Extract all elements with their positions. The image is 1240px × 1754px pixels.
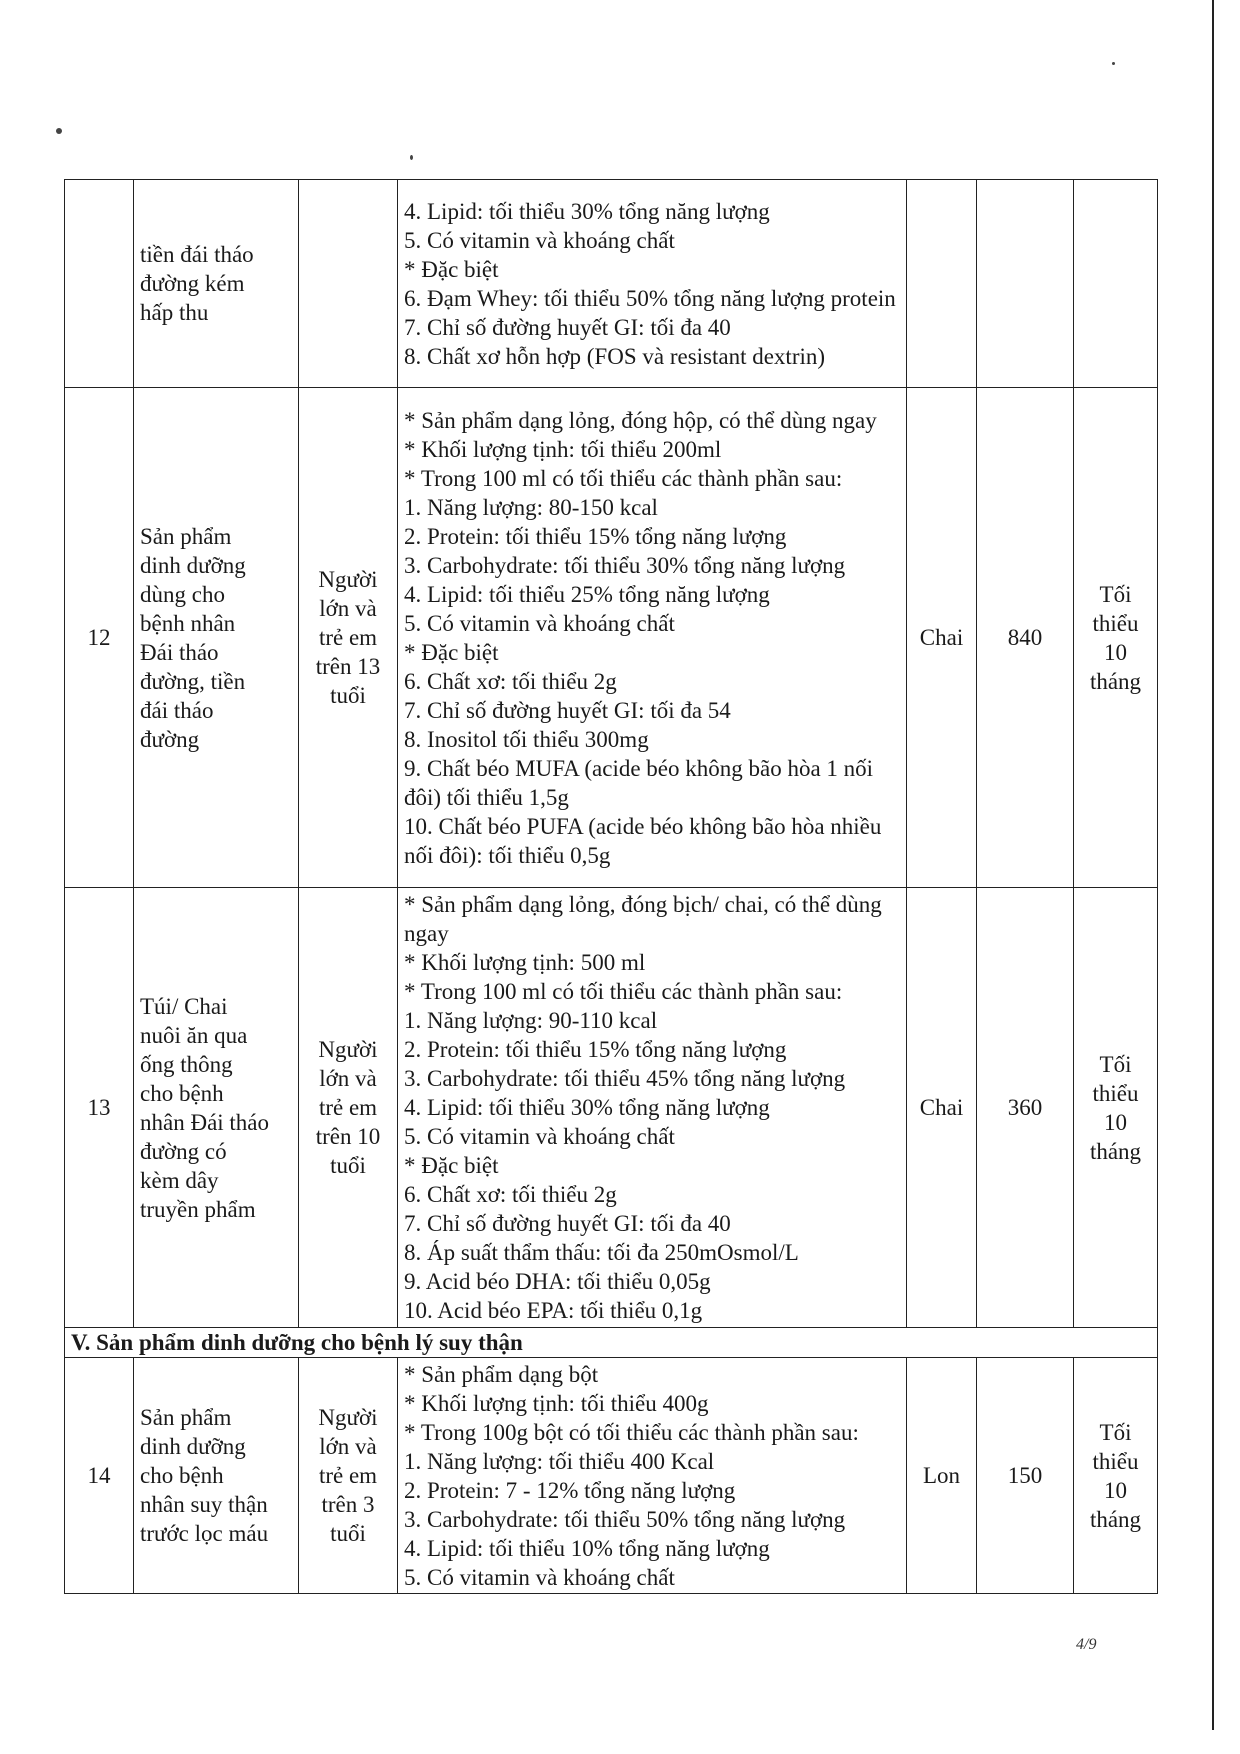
row-number <box>65 180 134 388</box>
shelf-life <box>1074 888 1158 1328</box>
specifications-line: 8. Áp suất thẩm thấu: tối đa 250mOsmol/L <box>404 1240 799 1265</box>
target-group-line: tuổi <box>330 1521 366 1546</box>
shelf-life-line: tháng <box>1089 668 1142 694</box>
product-name-line: đái tháo <box>140 697 214 723</box>
specifications-line: 7. Chỉ số đường huyết GI: tối đa 40 <box>404 1211 731 1236</box>
specifications-line: * Sản phẩm dạng lỏng, đóng bịch/ chai, có thể dùng ngay <box>404 892 882 946</box>
specifications-line: 8. Chất xơ hỗn hợp (FOS và resistant dextrin) <box>404 343 826 369</box>
specifications-line: 6. Chất xơ: tối thiểu 2g <box>404 1182 617 1207</box>
product-name-line: Đái tháo <box>140 639 219 665</box>
shelf-life <box>1074 1358 1158 1594</box>
specifications-line: 6. Đạm Whey: tối thiểu 50% tổng năng lượng protein <box>404 285 896 311</box>
specifications-line: 5. Có vitamin và khoáng chất <box>404 610 675 636</box>
table-row <box>65 180 1158 388</box>
shelf-life-line: tháng <box>1089 1138 1142 1164</box>
product-name-line: tiền đái tháo <box>140 242 254 267</box>
specifications-line: 5. Có vitamin và khoáng chất <box>404 1564 675 1590</box>
shelf-life-line: tháng <box>1089 1506 1142 1532</box>
specifications-line: * Khối lượng tịnh: tối thiểu 400g <box>404 1390 709 1416</box>
product-name-line: đường <box>140 726 200 752</box>
specifications-line: * Khối lượng tịnh: 500 ml <box>404 950 646 975</box>
row-number: 13 <box>65 888 134 1328</box>
specifications-line: 7. Chỉ số đường huyết GI: tối đa 54 <box>404 697 731 723</box>
product-name <box>134 388 299 888</box>
product-name-line: nuôi ăn qua <box>140 1022 248 1048</box>
target-group <box>299 888 398 1328</box>
scan-speck <box>56 128 62 134</box>
product-name-line: cho bệnh <box>140 1080 224 1106</box>
shelf-life-line: thiểu <box>1092 610 1139 636</box>
specifications-line: 2. Protein: tối thiểu 15% tổng năng lượng <box>404 1037 787 1062</box>
target-group-line: trên 3 <box>321 1492 375 1517</box>
target-group <box>299 1358 398 1594</box>
specifications-line: 5. Có vitamin và khoáng chất <box>404 227 675 253</box>
product-name-line: Sản phẩm <box>140 1405 232 1430</box>
product-name-line: truyền phẩm <box>140 1196 256 1222</box>
target-group <box>299 388 398 888</box>
specifications-line: 1. Năng lượng: 80-150 kcal <box>404 494 658 520</box>
section-title: V. Sản phẩm dinh dưỡng cho bệnh lý suy thận <box>65 1328 1158 1358</box>
specifications-line: 10. Acid béo EPA: tối thiểu 0,1g <box>404 1298 703 1323</box>
shelf-life-line: thiểu <box>1092 1080 1139 1106</box>
product-table <box>64 179 1158 1594</box>
specifications-line: 1. Năng lượng: 90-110 kcal <box>404 1008 658 1033</box>
product-name-line: trước lọc máu <box>140 1521 269 1546</box>
product-name-line: cho bệnh <box>140 1463 224 1488</box>
product-name-line: kèm dây <box>140 1167 219 1193</box>
target-group-line: tuổi <box>330 1153 366 1178</box>
specifications-line: * Trong 100 ml có tối thiểu các thành phần sau: <box>404 979 843 1004</box>
specifications <box>398 388 907 888</box>
section-header-row <box>65 1328 1158 1358</box>
specifications <box>398 888 907 1328</box>
specifications-line: 3. Carbohydrate: tối thiểu 30% tổng năng lượng <box>404 552 846 578</box>
quantity: 360 <box>977 888 1074 1328</box>
quantity <box>977 180 1074 388</box>
specifications-line: * Sản phẩm dạng bột <box>404 1361 599 1387</box>
scan-speck <box>1112 62 1115 65</box>
product-name-line: Túi/ Chai <box>140 993 228 1019</box>
specifications-line: * Khối lượng tịnh: tối thiểu 200ml <box>404 436 722 462</box>
shelf-life-line: Tối <box>1099 1051 1132 1077</box>
specifications-line: 4. Lipid: tối thiểu 30% tổng năng lượng <box>404 198 770 224</box>
target-group-line: lớn và <box>319 1066 377 1091</box>
row-number: 12 <box>65 388 134 888</box>
target-group-line: trẻ em <box>318 1095 378 1120</box>
target-group-line: trên 13 <box>315 654 381 679</box>
specifications-line: 4. Lipid: tối thiểu 25% tổng năng lượng <box>404 581 770 607</box>
unit: Chai <box>907 388 977 888</box>
target-group-line: Người <box>318 1037 378 1062</box>
product-name <box>134 1358 299 1594</box>
shelf-life-line: Tối <box>1099 1419 1132 1445</box>
product-table-body <box>65 180 1158 1594</box>
product-name-line: nhân Đái tháo <box>140 1109 270 1135</box>
product-name-line: hấp thu <box>140 300 209 325</box>
target-group-line: Người <box>318 1405 378 1430</box>
specifications <box>398 1358 907 1594</box>
product-name-line: đường, tiền <box>140 668 246 694</box>
specifications-line: 4. Lipid: tối thiểu 30% tổng năng lượng <box>404 1095 770 1120</box>
product-name-line: đường có <box>140 1138 227 1164</box>
target-group-line: tuổi <box>330 683 366 708</box>
specifications-line: 4. Lipid: tối thiểu 10% tổng năng lượng <box>404 1535 770 1561</box>
shelf-life-line: 10 <box>1104 1477 1127 1503</box>
specifications-line: * Sản phẩm dạng lỏng, đóng hộp, có thể dùng ngay <box>404 407 877 433</box>
target-group-line: trẻ em <box>318 1463 378 1488</box>
specifications-line: 10. Chất béo PUFA (acide béo không bão hòa nhiều nối đôi): tối thiểu 0,5g <box>404 813 882 868</box>
quantity: 840 <box>977 388 1074 888</box>
quantity: 150 <box>977 1358 1074 1594</box>
target-group-line: lớn và <box>319 1434 377 1459</box>
product-name-line: đường kém <box>140 271 245 296</box>
target-group-line: Người <box>318 567 378 592</box>
specifications-line: 6. Chất xơ: tối thiểu 2g <box>404 668 617 694</box>
specifications-line: 3. Carbohydrate: tối thiểu 45% tổng năng lượng <box>404 1066 846 1091</box>
specifications-line: 2. Protein: 7 - 12% tổng năng lượng <box>404 1477 736 1503</box>
product-name-line: bệnh nhân <box>140 610 236 636</box>
specifications-line: * Trong 100g bột có tối thiểu các thành phần sau: <box>404 1419 859 1445</box>
table-row <box>65 1358 1158 1594</box>
table-row <box>65 388 1158 888</box>
shelf-life <box>1074 388 1158 888</box>
shelf-life <box>1074 180 1158 388</box>
unit: Lon <box>907 1358 977 1594</box>
target-group-line: lớn và <box>319 596 377 621</box>
shelf-life-line: Tối <box>1099 581 1132 607</box>
product-name-line: dinh dưỡng <box>140 1434 246 1459</box>
unit <box>907 180 977 388</box>
specifications-line: 1. Năng lượng: tối thiểu 400 Kcal <box>404 1448 715 1474</box>
scan-speck <box>410 155 413 160</box>
target-group <box>299 180 398 388</box>
table-row <box>65 888 1158 1328</box>
product-name-line: ống thông <box>140 1051 233 1077</box>
product-name <box>134 888 299 1328</box>
product-name-line: dinh dưỡng <box>140 552 246 578</box>
unit: Chai <box>907 888 977 1328</box>
specifications-line: * Đặc biệt <box>404 256 499 282</box>
shelf-life-line: thiểu <box>1092 1448 1139 1474</box>
specifications-line: 5. Có vitamin và khoáng chất <box>404 1124 675 1149</box>
specifications-line: 7. Chỉ số đường huyết GI: tối đa 40 <box>404 314 731 340</box>
specifications-line: 8. Inositol tối thiểu 300mg <box>404 726 649 752</box>
product-name <box>134 180 299 388</box>
specifications <box>398 180 907 388</box>
target-group-line: trẻ em <box>318 625 378 650</box>
product-name-line: nhân suy thận <box>140 1492 268 1517</box>
specifications-line: 3. Carbohydrate: tối thiểu 50% tổng năng lượng <box>404 1506 846 1532</box>
scan-border-line <box>1212 0 1214 1730</box>
specifications-line: * Đặc biệt <box>404 1153 499 1178</box>
page-number: 4/9 <box>1076 1636 1097 1653</box>
target-group-line: trên 10 <box>315 1124 381 1149</box>
specifications-line: * Trong 100 ml có tối thiểu các thành phần sau: <box>404 465 843 491</box>
shelf-life-line: 10 <box>1104 639 1127 665</box>
product-name-line: dùng cho <box>140 581 225 607</box>
specifications-line: 9. Chất béo MUFA (acide béo không bão hòa 1 nối đôi) tối thiểu 1,5g <box>404 755 874 810</box>
shelf-life-line: 10 <box>1104 1109 1127 1135</box>
specifications-line: 9. Acid béo DHA: tối thiểu 0,05g <box>404 1269 711 1294</box>
specifications-line: * Đặc biệt <box>404 639 499 665</box>
specifications-line: 2. Protein: tối thiểu 15% tổng năng lượng <box>404 523 787 549</box>
row-number: 14 <box>65 1358 134 1594</box>
product-name-line: Sản phẩm <box>140 523 232 549</box>
